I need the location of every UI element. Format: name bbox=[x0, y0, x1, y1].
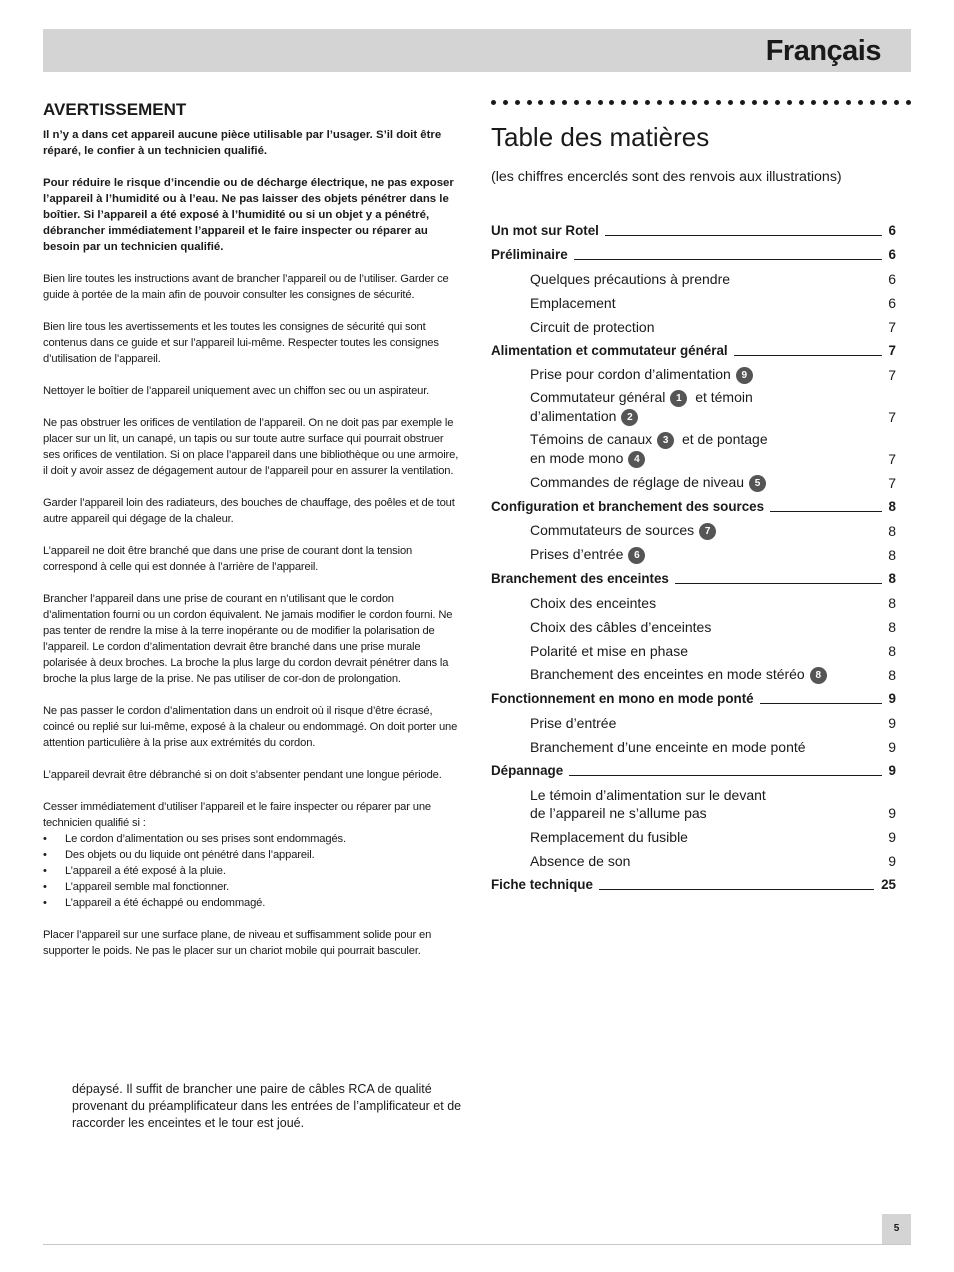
toc-page: 6 bbox=[888, 271, 896, 287]
divider-dot bbox=[692, 100, 697, 105]
toc-label: Prise d’entrée bbox=[530, 715, 617, 731]
list-item: • L’appareil a été exposé à la pluie. bbox=[43, 863, 463, 879]
warning-paragraph: Cesser immédiatement d’utiliser l’appareil et le faire inspecter ou réparer par une technicien qualifié si : bbox=[43, 801, 432, 829]
toc-subitem[interactable] bbox=[491, 660, 896, 684]
callout-number-badge: 1 bbox=[670, 390, 687, 407]
table-of-contents bbox=[491, 216, 896, 894]
toc-subitem[interactable] bbox=[491, 516, 896, 540]
divider-dot bbox=[870, 100, 875, 105]
divider-dot bbox=[846, 100, 851, 105]
toc-page: 8 bbox=[888, 619, 896, 635]
toc-label: Commandes de réglage de niveau bbox=[530, 474, 745, 490]
callout-number-badge: 2 bbox=[621, 409, 638, 426]
leader-line bbox=[770, 511, 881, 512]
warning-paragraph: Ne pas obstruer les orifices de ventilation de l’appareil. On ne doit pas par exemple le placer sur un lit, un canapé, un tapis ou sur toute autre surface qui pourrait obstruer ses orifices de ventilation. Si on place l’appareil dans une bibliothèque ou une armoire, il doit y avoir assez de dégagement autour de l’appareil pour en assurer la ventilation. bbox=[43, 417, 459, 477]
toc-section[interactable] bbox=[491, 240, 896, 264]
toc-label: Configuration et branchement des sources bbox=[491, 499, 765, 514]
divider-dot bbox=[823, 100, 828, 105]
toc-label: Fiche technique bbox=[491, 877, 593, 892]
toc-page: 7 bbox=[888, 367, 896, 383]
toc-subitem[interactable] bbox=[491, 468, 896, 492]
warning-paragraph: L’appareil devrait être débranché si on doit s’absenter pendant une longue période. bbox=[43, 769, 442, 781]
warning-paragraph: Placer l’appareil sur une surface plane, de niveau et suffisamment solide pour en supporter le poids. Ne pas le placer sur un chariot mobile qui pourrait basculer. bbox=[43, 929, 432, 957]
toc-subitem[interactable] bbox=[491, 636, 896, 660]
toc-page: 7 bbox=[888, 409, 896, 425]
toc-page: 9 bbox=[888, 715, 896, 731]
warning-paragraph: Brancher l’appareil dans une prise de courant en n’utilisant que le cordon d’alimentation fourni ou un cordon équivalent. Ne jamais modifier le cordon fourni. Ne pas tenter de rendre la mise à la terre inopérante ou de modifier la polarisation de l’appareil. Le cordon d’alimentation devrait être branché dans une prise murale polarisée à deux broches. La broche la plus large du cordon devrait pénétrer dans la broche la plus large de la prise. Ne pas utiliser de cor-don de prolongation. bbox=[43, 593, 453, 685]
callout-number-badge: 7 bbox=[699, 523, 716, 540]
toc-page: 6 bbox=[888, 295, 896, 311]
toc-label: Choix des câbles d’enceintes bbox=[530, 619, 712, 635]
divider-dot bbox=[645, 100, 650, 105]
divider-dot bbox=[740, 100, 745, 105]
divider-dot bbox=[858, 100, 863, 105]
divider-dot bbox=[704, 100, 709, 105]
toc-subitem[interactable] bbox=[491, 426, 896, 468]
divider-dot bbox=[621, 100, 626, 105]
warning-bold-paragraph: Il n’y a dans cet appareil aucune pièce utilisable par l’usager. S’il doit être réparé, le confier à un technicien qualifié. bbox=[43, 129, 442, 157]
warning-heading: AVERTISSEMENT bbox=[43, 100, 187, 119]
divider-dot bbox=[550, 100, 555, 105]
toc-label: Prises d’entrée bbox=[530, 546, 624, 562]
divider-dot bbox=[716, 100, 721, 105]
divider-dot bbox=[538, 100, 543, 105]
divider-dot bbox=[811, 100, 816, 105]
toc-subitem[interactable] bbox=[491, 780, 896, 822]
divider-dot bbox=[633, 100, 638, 105]
divider-dot bbox=[562, 100, 567, 105]
warning-column bbox=[43, 100, 463, 975]
toc-label: Branchement des enceintes en mode stéréo bbox=[530, 666, 805, 682]
divider-dot bbox=[882, 100, 887, 105]
divider-dot bbox=[787, 100, 792, 105]
header-bar bbox=[43, 29, 911, 72]
toc-subitem[interactable] bbox=[491, 264, 896, 288]
toc-page: 9 bbox=[888, 829, 896, 845]
toc-label-line2: d’alimentation bbox=[530, 408, 617, 424]
toc-subitem[interactable] bbox=[491, 384, 896, 426]
toc-label: Quelques précautions à prendre bbox=[530, 271, 731, 287]
divider-dot bbox=[609, 100, 614, 105]
divider-dot bbox=[728, 100, 733, 105]
toc-section[interactable] bbox=[491, 216, 896, 240]
toc-label: Dépannage bbox=[491, 763, 564, 778]
warning-paragraph: Bien lire tous les avertissements et les toutes les consignes de sécurité qui sont contenus dans ce guide et sur l’appareil lui-même. Respecter toutes les consignes d’utilisation de l’appareil. bbox=[43, 321, 439, 365]
warning-bullet-list bbox=[43, 831, 463, 911]
toc-subitem[interactable] bbox=[491, 288, 896, 312]
toc-page: 6 bbox=[888, 223, 896, 238]
toc-page: 6 bbox=[888, 247, 896, 262]
toc-subtitle: (les chiffres encerclés sont des renvois aux illustrations) bbox=[491, 169, 842, 185]
dotted-divider bbox=[491, 100, 911, 106]
leader-line bbox=[675, 583, 882, 584]
divider-dot bbox=[906, 100, 911, 105]
page-title: Français bbox=[765, 35, 881, 67]
warning-paragraph: L’appareil ne doit être branché que dans une prise de courant dont la tension correspond à celle qui est donnée à l’arrière de l’appareil. bbox=[43, 545, 413, 573]
divider-dot bbox=[775, 100, 780, 105]
toc-label: Un mot sur Rotel bbox=[491, 223, 599, 238]
divider-dot bbox=[491, 100, 496, 105]
toc-page: 25 bbox=[881, 877, 896, 892]
divider-dot bbox=[515, 100, 520, 105]
toc-label: Polarité et mise en phase bbox=[530, 643, 688, 659]
toc-section[interactable] bbox=[491, 564, 896, 588]
toc-page: 8 bbox=[888, 571, 896, 586]
toc-subitem[interactable] bbox=[491, 612, 896, 636]
toc-label: Absence de son bbox=[530, 853, 631, 869]
divider-dot bbox=[503, 100, 508, 105]
toc-page: 7 bbox=[888, 475, 896, 491]
leader-line bbox=[605, 235, 882, 236]
toc-page: 7 bbox=[888, 451, 896, 467]
leader-line bbox=[569, 775, 881, 776]
toc-section[interactable] bbox=[491, 684, 896, 708]
toc-label-continued: et de pontage bbox=[681, 431, 768, 447]
toc-label: Commutateur général bbox=[530, 389, 666, 405]
divider-dot bbox=[681, 100, 686, 105]
divider-dot bbox=[598, 100, 603, 105]
toc-label: Branchement des enceintes bbox=[491, 571, 669, 586]
list-item: • Le cordon d’alimentation ou ses prises sont endommagés. bbox=[43, 831, 463, 847]
toc-label: Fonctionnement en mono en mode ponté bbox=[491, 691, 754, 706]
list-item: • L’appareil a été échappé ou endommagé. bbox=[43, 895, 463, 911]
warning-paragraph: Nettoyer le boîtier de l’appareil uniquement avec un chiffon sec ou un aspirateur. bbox=[43, 385, 430, 397]
divider-dot bbox=[763, 100, 768, 105]
toc-page: 9 bbox=[888, 805, 896, 821]
divider-dot bbox=[752, 100, 757, 105]
toc-section[interactable] bbox=[491, 492, 896, 516]
callout-number-badge: 5 bbox=[749, 475, 766, 492]
toc-page: 9 bbox=[888, 691, 896, 706]
divider-dot bbox=[799, 100, 804, 105]
toc-subitem[interactable] bbox=[491, 732, 896, 756]
toc-subitem[interactable] bbox=[491, 588, 896, 612]
callout-number-badge: 6 bbox=[628, 547, 645, 564]
toc-page: 9 bbox=[888, 739, 896, 755]
toc-page: 7 bbox=[888, 343, 896, 358]
divider-dot bbox=[586, 100, 591, 105]
leader-line bbox=[574, 259, 882, 260]
toc-section[interactable] bbox=[491, 336, 896, 360]
toc-subitem[interactable] bbox=[491, 822, 896, 846]
toc-label: Préliminaire bbox=[491, 247, 568, 262]
toc-subitem[interactable] bbox=[491, 312, 896, 336]
toc-label: Emplacement bbox=[530, 295, 616, 311]
toc-label: Prise pour cordon d’alimentation bbox=[530, 366, 731, 382]
toc-page: 9 bbox=[888, 763, 896, 778]
toc-label: Choix des enceintes bbox=[530, 595, 657, 611]
divider-dot bbox=[574, 100, 579, 105]
toc-label: Commutateurs de sources bbox=[530, 522, 695, 538]
toc-label-line2: en mode mono bbox=[530, 450, 624, 466]
divider-dot bbox=[527, 100, 532, 105]
toc-label: Témoins de canaux bbox=[530, 431, 653, 447]
toc-section[interactable] bbox=[491, 756, 896, 780]
page-number: 5 bbox=[882, 1214, 911, 1244]
leader-line bbox=[760, 703, 882, 704]
toc-label: Branchement d’une enceinte en mode ponté bbox=[530, 739, 806, 755]
toc-page: 8 bbox=[888, 499, 896, 514]
toc-page: 8 bbox=[888, 667, 896, 683]
toc-page: 8 bbox=[888, 595, 896, 611]
warning-paragraph: Bien lire toutes les instructions avant de brancher l’appareil ou de l’utiliser. Garder ce guide à portée de la main afin de pouvoir consulter les consignes de sécurité. bbox=[43, 273, 449, 301]
callout-number-badge: 9 bbox=[736, 367, 753, 384]
continuation-text: dépaysé. Il suffit de brancher une paire de câbles RCA de qualité provenant du préamplificateur dans les entrées de l’amplificateur et de raccorder les enceintes et le tour est joué. bbox=[72, 1082, 462, 1130]
warning-bold-paragraph: Pour réduire le risque d’incendie ou de décharge électrique, ne pas exposer l’appareil à l’humidité ou à l’eau. Ne pas laisser des objets pénétrer dans le boîtier. Si l’appareil a été exposé à l’humidité ou si un objet y a pénétré, débrancher immédiatement l’appareil et le faire inspecter ou réparer au besoin par un technicien qualifié. bbox=[43, 177, 454, 253]
toc-page: 8 bbox=[888, 643, 896, 659]
list-item: • L’appareil semble mal fonctionner. bbox=[43, 879, 463, 895]
divider-dot bbox=[834, 100, 839, 105]
warning-paragraph: Garder l’appareil loin des radiateurs, des bouches de chauffage, des poêles et de tout autre appareil qui dégage de la chaleur. bbox=[43, 497, 455, 525]
toc-subitem[interactable] bbox=[491, 540, 896, 564]
warning-paragraph: Ne pas passer le cordon d’alimentation dans un endroit où il risque d’être écrasé, coincé ou replié sur lui-même, exposé à la chaleur ou endommagé. On doit porter une attention particulière à la prise aux extrémités du cordon. bbox=[43, 705, 458, 749]
footer-rule bbox=[43, 1244, 911, 1245]
toc-page: 8 bbox=[888, 547, 896, 563]
divider-dot bbox=[669, 100, 674, 105]
toc-label: Alimentation et commutateur général bbox=[491, 343, 728, 358]
divider-dot bbox=[657, 100, 662, 105]
toc-label: Remplacement du fusible bbox=[530, 829, 688, 845]
toc-subitem[interactable] bbox=[491, 360, 896, 384]
toc-label: Le témoin d’alimentation sur le devant bbox=[530, 787, 766, 803]
callout-number-badge: 8 bbox=[810, 667, 827, 684]
callout-number-badge: 4 bbox=[628, 451, 645, 468]
toc-page: 8 bbox=[888, 523, 896, 539]
toc-label-line2: de l’appareil ne s’allume pas bbox=[530, 805, 707, 821]
leader-line bbox=[599, 889, 874, 890]
divider-dot bbox=[894, 100, 899, 105]
list-item: • Des objets ou du liquide ont pénétré dans l’appareil. bbox=[43, 847, 463, 863]
toc-title: Table des matières bbox=[491, 122, 710, 152]
toc-subitem[interactable] bbox=[491, 708, 896, 732]
toc-subitem[interactable] bbox=[491, 846, 896, 870]
toc-page: 7 bbox=[888, 319, 896, 335]
callout-number-badge: 3 bbox=[657, 432, 674, 449]
toc-section[interactable] bbox=[491, 870, 896, 894]
toc-page: 9 bbox=[888, 853, 896, 869]
toc-label: Circuit de protection bbox=[530, 319, 655, 335]
leader-line bbox=[734, 355, 882, 356]
toc-label-continued: et témoin bbox=[695, 389, 753, 405]
